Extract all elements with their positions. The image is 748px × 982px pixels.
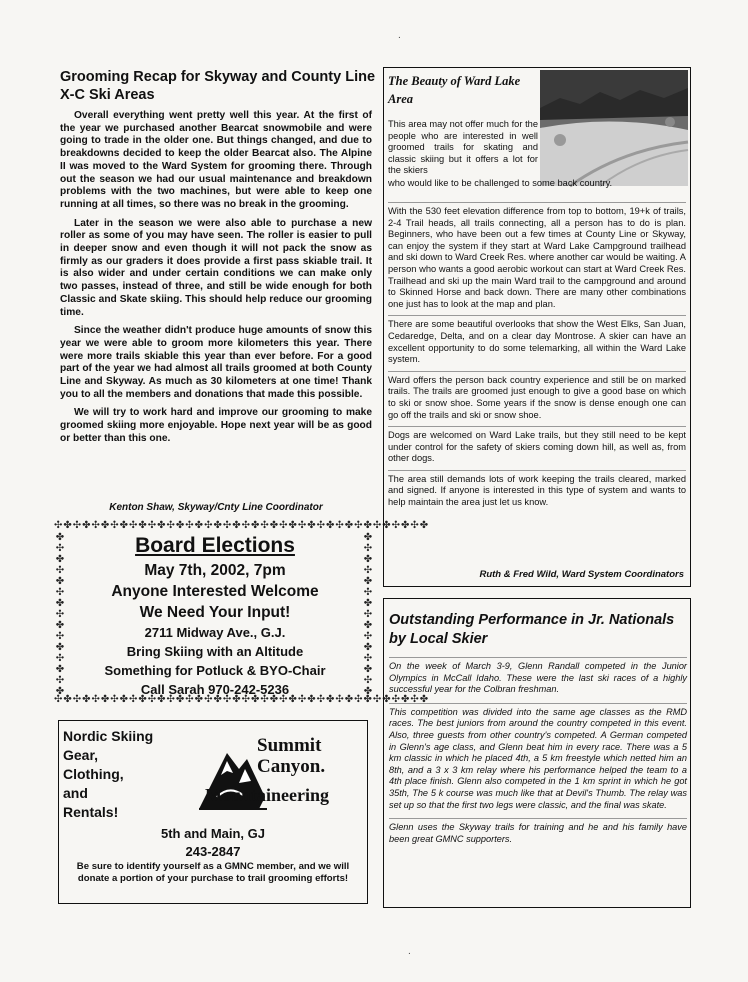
beauty-intro: This area may not offer much for the people who are interested in well groomed trails for skating and classic skiing but it offers a lot for the skiers xyxy=(388,119,538,176)
beauty-signature: Ruth & Fred Wild, Ward System Coordinators xyxy=(479,569,684,580)
border-decoration: ✣✤✣✤✣✤✣✤✣✤✣✤✣✤✣✤✣✤✣✤✣✤✣✤✣✤✣✤✣✤✣✤✣✤✣✤✣✤✣✤ xyxy=(54,694,430,705)
jr-paragraph: This competition was divided into the same age classes as the RMD races. The best juniors from around the country competed in this event. Also, three guests from other country's competed. A German competed in Glenn's age class, and Glenn beat him in every race. There was a 5 km classic in which he placed 4th, a 5 km freestyle which netted him an 8th, and a 3 x 3 km relay where his performance helped the team to a 4th place finish. Glenn also competed in the 1 km sprint in which he got 35th, The 5 k course was much like that at Devil's Thumb. The relay was set up so that the first two legs were classic, and the final was skate. xyxy=(389,703,687,811)
summit-name-line: Summit xyxy=(257,735,322,756)
scan-speck: . xyxy=(408,946,411,957)
beauty-intro-continued: who would like to be challenged to some back country. xyxy=(388,178,613,188)
jr-paragraph: Glenn uses the Skyway trails for training and he and his family have been great GMNC supporters. xyxy=(389,818,687,845)
summit-logo-text xyxy=(205,735,329,806)
grooming-paragraph: Later in the season we were also able to purchase a new roller as some of you may have seen. The roller is easier to pull in deeper snow and even though it will not pack the snow as firmly as our graders it does provide a first pass skiable trail. It is also wider and under certain conditions we can make only two passes, instead of three, and still be wide enough for both Classic and Skate skiing. This should help reduce our grooming time. xyxy=(60,217,372,318)
beauty-article-box xyxy=(383,67,691,587)
summit-services xyxy=(63,727,153,822)
board-line: May 7th, 2002, 7pm xyxy=(144,562,286,579)
board-elections-box xyxy=(54,520,430,706)
board-line: 2711 Midway Ave., G.J. xyxy=(144,625,286,640)
summit-note: Be sure to identify yourself as a GMNC member, and we will donate a portion of your purchase to trail grooming efforts! xyxy=(76,861,350,884)
grooming-paragraph: We will try to work hard and improve our grooming to make groomed skiing more enjoyable. Hope next year will be as good or better than this one. xyxy=(60,407,372,444)
board-line: Call Sarah 970-242-5236 xyxy=(140,682,290,697)
grooming-paragraph: Overall everything went pretty well this year. At the first of the year we purchased another Bearcat snowmobile and were going to trade in the older one. But things changed, and due to breakdowns decided to keep the older Bearcat also. The Alpine II was moved to the Ward System for grooming there. Through out the season we had our usual maintenance and breakdown problems with the two machines, but were able to keep one running at all times, so there was no break in the grooming. xyxy=(60,110,372,210)
scan-speck: . xyxy=(398,30,401,41)
summit-address xyxy=(59,825,367,861)
board-title: Board Elections xyxy=(135,534,295,557)
board-line: We Need Your Input! xyxy=(139,604,291,621)
summit-phone: 243-2847 xyxy=(185,844,241,859)
summit-name-line: Canyon. xyxy=(257,756,326,777)
snow-trail-photo xyxy=(540,70,688,186)
beauty-body xyxy=(388,202,686,514)
summit-service-line: Gear, xyxy=(63,747,99,763)
board-line: Anyone Interested Welcome xyxy=(111,583,319,600)
jr-body xyxy=(389,657,687,852)
jr-paragraph: On the week of March 3-9, Glenn Randall competed in the Junior Olympics in McCall Idaho. These were the last ski races of a highly successful year for the Colbran freshman. xyxy=(389,657,687,696)
beauty-title: The Beauty of Ward Lake Area xyxy=(388,74,521,106)
jr-title: Outstanding Performance in Jr. Nationals by Local Skier xyxy=(389,612,675,647)
jr-nationals-box xyxy=(383,598,691,908)
summit-service-line: Rentals! xyxy=(63,804,119,820)
summit-service-line: Clothing, xyxy=(63,766,124,782)
grooming-signature: Kenton Shaw, Skyway/Cnty Line Coordinator xyxy=(109,502,323,513)
border-decoration: ✣✤✣✤✣✤✣✤✣✤✣✤✣✤✣✤✣✤✣✤✣✤✣✤✣✤✣✤✣✤✣✤✣✤✣✤✣✤✣✤ xyxy=(54,520,430,531)
grooming-title: Grooming Recap for Skyway and County Line X-C Ski Areas xyxy=(60,69,376,103)
summit-service-line: and xyxy=(63,785,88,801)
beauty-paragraph: Dogs are welcomed on Ward Lake trails, but they still need to be kept under control for the safety of skiers coming down hill, as well as, from other dogs. xyxy=(388,426,686,465)
beauty-paragraph: The area still demands lots of work keeping the trails cleared, marked and signed. If anyone is interested in this type of system and wants to help maintain the area just let us know. xyxy=(388,470,686,509)
beauty-paragraph: Ward offers the person back country experience and still be on marked trails. The trails are groomed just enough to give a good base on which to ski or snow shoe. Some years if the snow is dense enough one can go off the trails and ski or snow shoe. xyxy=(388,371,686,421)
beauty-paragraph: With the 530 feet elevation difference from top to bottom, 19+k of trails, 2-4 Trail heads, all trails connecting, all a person has to do is plan. Beginners, who have been out a few times at County Line or Skyway, can enjoy the system if they start at Ward Lake Campground trailhead and ski down to Ward Creek Res. where another car would be waiting. A person who wants a good aerobic workout can start at Ward Creek Res. Trailhead and ski up the main Ward trail to the campground and around to Skinned Horse and back down. There are many other combinations one just has to look at the map and plan. xyxy=(388,202,686,310)
summit-address-line: 5th and Main, GJ xyxy=(160,826,265,841)
border-decoration: ✤ ✣ ✤ ✣ ✤ ✣ ✤ ✣ ✤ ✣ ✤ ✣ ✤ ✣ ✤ xyxy=(363,532,373,697)
beauty-paragraph: There are some beautiful overlooks that show the West Elks, San Juan, Cedaredge, Delta, and on a clear day Montrose. A skier can have an excellent opportunity to do some telemarking, all within the Ward Lake system. xyxy=(388,315,686,365)
summit-service-line: Nordic Skiing xyxy=(63,728,154,744)
board-line: Something for Potluck & BYO-Chair xyxy=(104,663,326,678)
grooming-paragraph: Since the weather didn't produce huge amounts of snow this year we were able to groom more kilometers this year. There were more trails skiable this year than ever before. For a good part of the year we had almost all trails groomed at both County Line and Skyway. As much as 30 kilometers at one time! Thank you to all the members and donations that made this possible. xyxy=(60,325,372,400)
summit-ad xyxy=(58,720,368,904)
border-decoration: ✤ ✣ ✤ ✣ ✤ ✣ ✤ ✣ ✤ ✣ ✤ ✣ ✤ ✣ ✤ xyxy=(55,532,65,697)
board-line: Bring Skiing with an Altitude xyxy=(126,644,304,659)
grooming-body xyxy=(60,110,372,452)
summit-name-line: Mountaineering xyxy=(205,785,329,805)
